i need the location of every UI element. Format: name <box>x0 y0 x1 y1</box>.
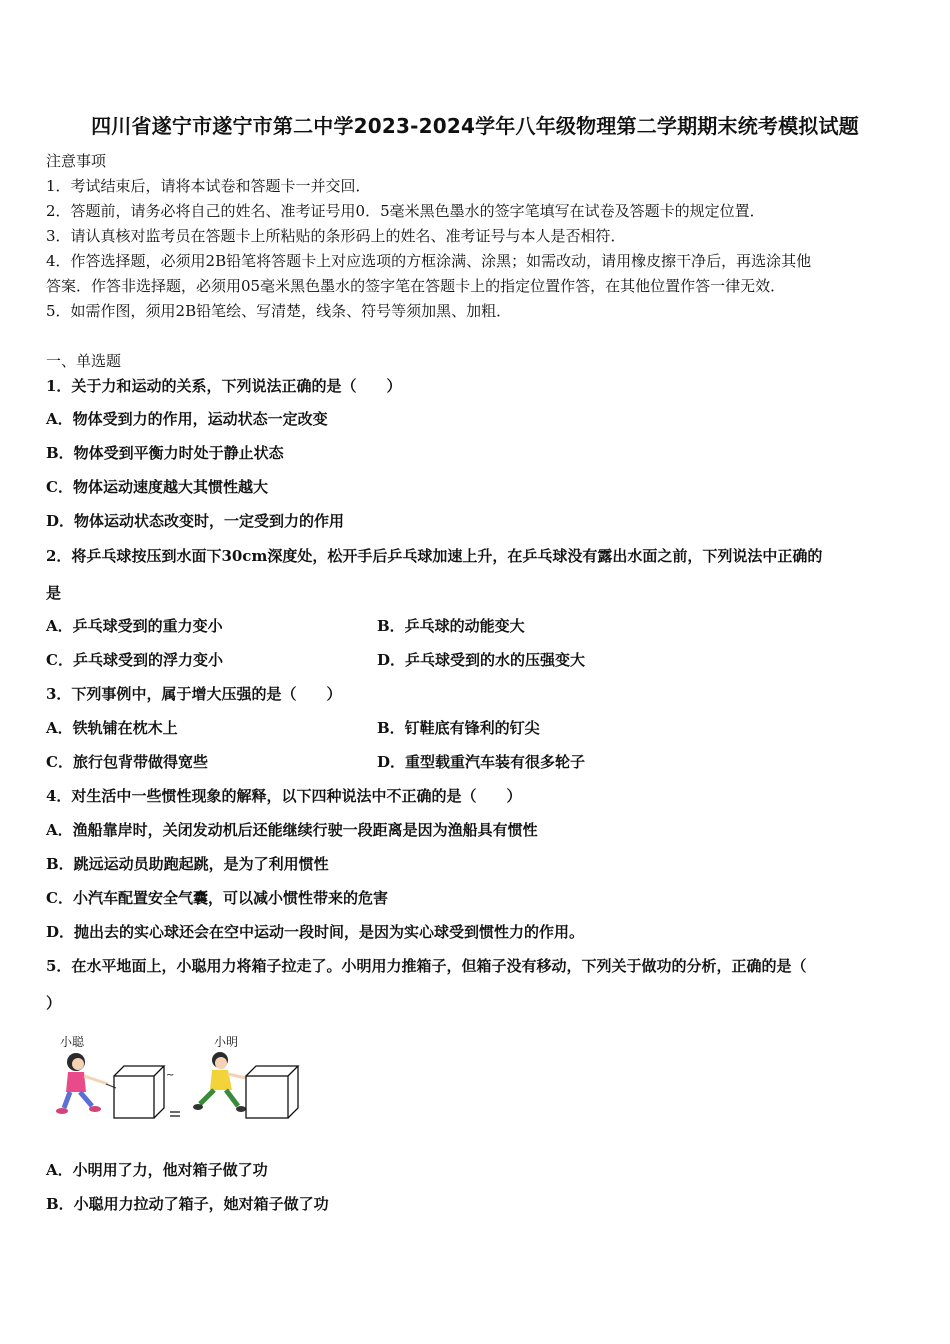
question-4-stem: 4．对生活中一些惯性现象的解释，以下四种说法中不正确的是（ ） <box>46 787 522 805</box>
page-title: 四川省遂宁市遂宁市第二中学2023-2024学年八年级物理第二学期期末统考模拟试题 <box>91 114 859 138</box>
question-1-option-b: B．物体受到平衡力时处于静止状态 <box>46 444 284 462</box>
notice-item: 2．答题前，请务必将自己的姓名、准考证号用0．5毫米黑色墨水的签字笔填写在试卷及答题卡的规定位置． <box>46 202 765 220</box>
question-5-option-a: A．小明用了力，他对箱子做了功 <box>46 1161 268 1179</box>
svg-text:~: ~ <box>166 1070 175 1081</box>
notice-heading: 注意事项 <box>46 152 107 170</box>
question-3-option-a: A．铁轨铺在枕木上 <box>46 719 178 737</box>
question-2-option-d: D．乒乓球受到的水的压强变大 <box>377 651 586 669</box>
question-2-option-b: B．乒乓球的动能变大 <box>377 617 525 635</box>
box-pushed <box>246 1066 298 1118</box>
question-4-option-b: B．跳远运动员助跑起跳，是为了利用惯性 <box>46 855 329 873</box>
girl-pulling-figure <box>56 1053 116 1114</box>
question-4-option-c: C．小汽车配置安全气囊，可以减小惯性带来的危害 <box>46 889 388 907</box>
question-2-option-a: A．乒乓球受到的重力变小 <box>46 617 223 635</box>
question-2-stem: 2．将乒乓球按压到水面下30cm深度处，松开手后乒乓球加速上升，在乒乓球没有露出水面之前，下列说法中正确的 <box>46 547 823 565</box>
question-5-stem: 5．在水平地面上，小聪用力将箱子拉走了。小明用力推箱子，但箱子没有移动，下列关于做功的分析，正确的是（ <box>46 957 807 975</box>
question-5-stem-cont: ） <box>46 994 62 1012</box>
question-1-stem: 1．关于力和运动的关系，下列说法正确的是（ ） <box>46 377 402 395</box>
notice-item: 3．请认真核对监考员在答题卡上所粘贴的条形码上的姓名、准考证号与本人是否相符． <box>46 227 626 245</box>
figure-label-xiaocong: 小聪 <box>60 1035 85 1049</box>
push-pull-box-illustration <box>48 1032 308 1132</box>
question-2-option-c: C．乒乓球受到的浮力变小 <box>46 651 223 669</box>
question-1-option-c: C．物体运动速度越大其惯性越大 <box>46 478 268 496</box>
question-3-option-b: B．钉鞋底有锋利的钉尖 <box>377 719 540 737</box>
notice-item: 5．如需作图，须用2B铅笔绘、写清楚，线条、符号等须加黑、加粗． <box>46 302 512 320</box>
question-5-option-b: B．小聪用力拉动了箱子，她对箱子做了功 <box>46 1195 329 1213</box>
notice-item: 答案．作答非选择题，必须用05毫米黑色墨水的签字笔在答题卡上的指定位置作答，在其他位置作答一律无效． <box>46 277 786 295</box>
question-2-stem-cont: 是 <box>46 584 62 602</box>
question-1-option-a: A．物体受到力的作用，运动状态一定改变 <box>46 410 328 428</box>
question-1-option-d: D．物体运动状态改变时，一定受到力的作用 <box>46 512 345 530</box>
question-4-option-a: A．渔船靠岸时，关闭发动机后还能继续行驶一段距离是因为渔船具有惯性 <box>46 821 538 839</box>
boy-pushing-figure <box>193 1052 246 1112</box>
question-4-option-d: D．抛出去的实心球还会在空中运动一段时间，是因为实心球受到惯性力的作用。 <box>46 923 585 941</box>
question-3-option-c: C．旅行包背带做得宽些 <box>46 753 208 771</box>
figure-label-xiaoming: 小明 <box>214 1035 239 1049</box>
question-3-option-d: D．重型载重汽车装有很多轮子 <box>377 753 586 771</box>
notice-item: 1．考试结束后，请将本试卷和答题卡一并交回． <box>46 177 371 195</box>
question-3-stem: 3．下列事例中，属于增大压强的是（ ） <box>46 685 342 703</box>
box-pulled <box>114 1066 164 1118</box>
notice-item: 4．作答选择题，必须用2B铅笔将答题卡上对应选项的方框涂满、涂黑；如需改动，请用橡皮擦干净后，再选涂其他 <box>46 252 812 270</box>
section-heading: 一、单选题 <box>46 352 122 370</box>
